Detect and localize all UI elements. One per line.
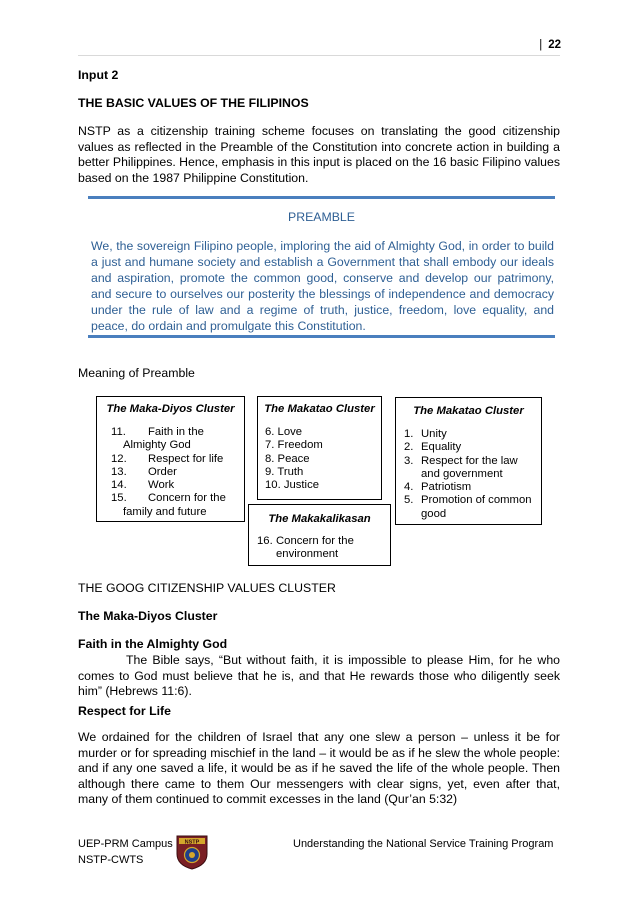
list-item: 14. Work [111, 479, 175, 492]
list-item: 7. Freedom [265, 439, 323, 452]
list-item: 16. Concern for the [257, 535, 354, 547]
list-item-continuation: environment [276, 548, 339, 561]
nstp-logo-text: NSTP [184, 839, 200, 846]
makakalikasan-cluster-title: The Makakalikasan [268, 513, 371, 525]
preamble-title: PREAMBLE [288, 210, 355, 224]
list-item: 2. Equality [404, 441, 462, 454]
footer-campus: UEP-PRM Campus [78, 838, 173, 850]
makatao-cluster-title: The Makatao Cluster [264, 403, 375, 415]
footer-left [78, 836, 173, 868]
maka-diyos-cluster-title: The Maka-Diyos Cluster [106, 403, 235, 415]
preamble-text: We, the sovereign Filipino people, imploring the aid of Almighty God, in order to build a just and humane society and establish a Government that shall embody our ideals and aspiration, promote the common good, conserve and develop our patrimony, and secure to ourselves our posterity the blessings of independence and democracy under the rule of law and a regime of truth, justice, freedom, love equality, and peace, do ordain and promulgate this Constitution. [91, 239, 554, 333]
list-item: 8. Peace [265, 452, 310, 465]
faith-heading: Faith in the Almighty God [78, 637, 228, 651]
makakalikasan-cluster-box [248, 504, 391, 566]
makatao-cluster-box [257, 396, 382, 500]
header-divider [78, 55, 560, 56]
respect-paragraph: We ordained for the children of Israel that any one slew a person – unless it be for murder or for spreading mischief in the land – it would be as if he slew the whole people: and if any one saved a life, it would be as if he saved the life of the whole people. Then although there came to them Our messengers with clear signs, yet, even after that, many of them continued to commit excesses in the land (Qur’an 5:32) [78, 730, 560, 806]
makatao-cluster-box-2 [395, 397, 542, 525]
makatao-cluster-title-2: The Makatao Cluster [413, 405, 524, 417]
list-item-continuation: family and future [123, 505, 207, 518]
maka-diyos-subheading: The Maka-Diyos Cluster [78, 609, 218, 623]
preamble-top-rule [88, 196, 555, 199]
list-item: 11. Faith in the [111, 426, 204, 438]
list-item: 5. Promotion of common [404, 494, 532, 507]
page-title: THE BASIC VALUES OF THE FILIPINOS [78, 96, 309, 110]
meaning-of-preamble-label: Meaning of Preamble [78, 366, 195, 380]
list-item: 12. Respect for life [111, 452, 224, 465]
list-item: 4. Patriotism [404, 481, 472, 494]
list-item: 9. Truth [265, 465, 304, 478]
footer-program-code: NSTP-CWTS [78, 854, 144, 866]
respect-heading: Respect for Life [78, 704, 171, 718]
makatao-list-2 [404, 428, 540, 521]
makakalikasan-list [257, 535, 354, 562]
list-item: 1. Unity [404, 428, 447, 440]
list-item: 13. Order [111, 465, 177, 478]
list-item-continuation: good [421, 507, 447, 520]
list-item: 6. Love [265, 426, 303, 438]
makatao-list [265, 426, 323, 492]
input-label: Input 2 [78, 68, 119, 82]
faith-paragraph: The Bible says, “But without faith, it is impossible to please Him, for he who comes to God must believe that he is, and that He rewards those who diligently seek him” (Hebrews 11:6). [78, 653, 560, 698]
page-number: | 22 [539, 39, 561, 51]
list-item-continuation: Almighty God [123, 439, 191, 452]
list-item: 3. Respect for the law [404, 454, 518, 467]
footer-title: Understanding the National Service Training Program [293, 838, 554, 850]
values-cluster-heading: THE GOOG CITIZENSHIP VALUES CLUSTER [78, 581, 336, 595]
list-item: 15. Concern for the [111, 492, 226, 505]
maka-diyos-list [111, 426, 241, 519]
maka-diyos-cluster-box [96, 396, 245, 522]
preamble-bottom-rule [88, 335, 555, 338]
list-item-continuation: and government [421, 467, 503, 480]
nstp-logo [175, 834, 209, 870]
list-item: 10. Justice [265, 479, 320, 492]
intro-paragraph: NSTP as a citizenship training scheme focuses on translating the good citizenship values as reflected in the Preamble of the Constitution into concrete action in building a better Philippines. Hence, emphasis in this input is placed on the 16 basic Filipino values based on the 1987 Philippine Constitution. [78, 124, 560, 185]
